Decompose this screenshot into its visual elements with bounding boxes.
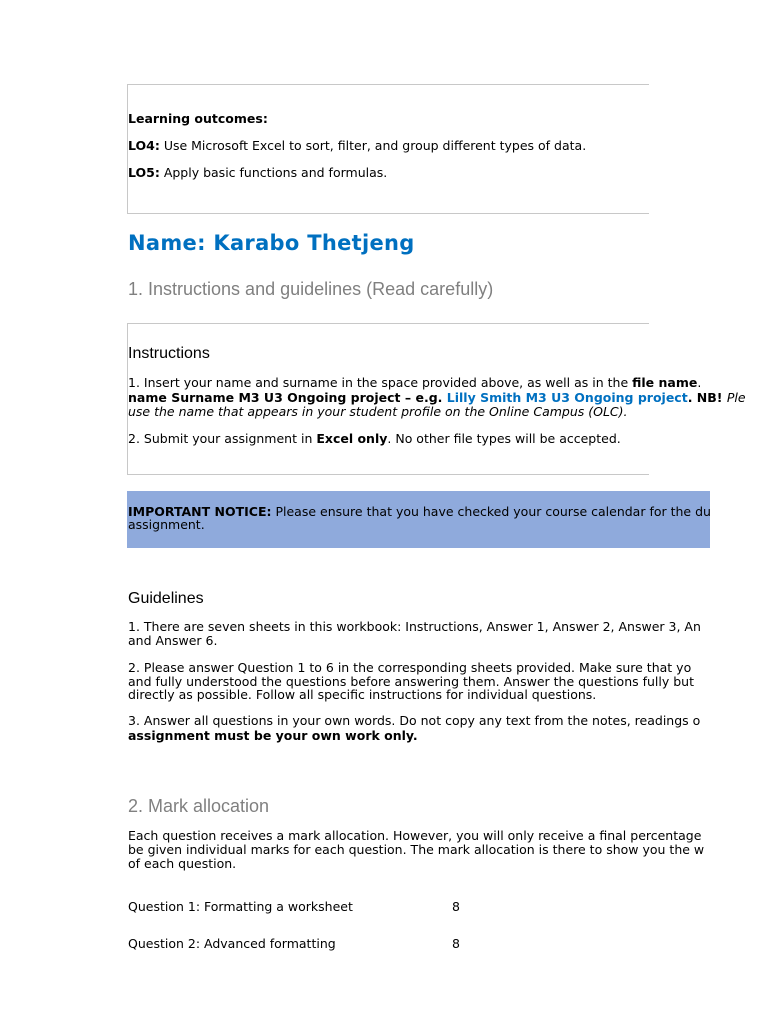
mark-row-question: Question 1: Formatting a worksheet bbox=[128, 899, 353, 914]
guideline-2-line1: 2. Please answer Question 1 to 6 in the corresponding sheets provided. Make sure that yo bbox=[128, 660, 692, 675]
learning-outcomes-heading: Learning outcomes: bbox=[128, 111, 268, 126]
section-2-heading: 2. Mark allocation bbox=[128, 796, 270, 816]
instruction-item-2 bbox=[128, 432, 648, 446]
instruction-text: 1. Insert your name and surname in the space provided above, as well as in the bbox=[128, 375, 633, 390]
excel-only-emphasis: Excel only bbox=[316, 431, 388, 446]
guideline-3-line2: assignment must be your own work only. bbox=[128, 728, 418, 743]
important-notice-line2: assignment. bbox=[128, 517, 205, 532]
lo4-label: LO4: bbox=[128, 138, 160, 153]
section-1-heading: 1. Instructions and guidelines (Read carefully) bbox=[128, 279, 494, 299]
important-notice-line1 bbox=[128, 504, 711, 519]
lo5-text: Apply basic functions and formulas. bbox=[159, 165, 388, 180]
guideline-1-line1: 1. There are seven sheets in this workbook: Instructions, Answer 1, Answer 2, Answer 3, An bbox=[128, 619, 701, 634]
mark-row-value: 8 bbox=[452, 936, 460, 951]
lo4-text: Use Microsoft Excel to sort, filter, and group different types of data. bbox=[159, 138, 587, 153]
instruction-item-1-line2 bbox=[128, 390, 746, 405]
guideline-1-line2: and Answer 6. bbox=[128, 633, 218, 648]
lo5-line bbox=[128, 166, 387, 180]
lo5-label: LO5: bbox=[128, 165, 160, 180]
guideline-3-line1: 3. Answer all questions in your own words. Do not copy any text from the notes, readings o bbox=[128, 713, 701, 728]
lo4-line bbox=[128, 139, 586, 153]
guidelines-heading: Guidelines bbox=[128, 590, 204, 607]
instructions-heading: Instructions bbox=[128, 345, 210, 362]
student-name-title: Name: Karabo Thetjeng bbox=[128, 231, 415, 255]
instruction-text: 2. Submit your assignment in bbox=[128, 431, 317, 446]
important-notice-text: Please ensure that you have checked your course calendar for the du bbox=[271, 504, 711, 519]
instruction-item-1-line3: use the name that appears in your student profile on the Online Campus (OLC). bbox=[128, 404, 628, 419]
guideline-2-line2: and fully understood the questions before answering them. Answer the questions fully but bbox=[128, 674, 695, 689]
file-name-emphasis: file name bbox=[632, 375, 698, 390]
nb-text: Ple bbox=[726, 390, 746, 405]
mark-row-question: Question 2: Advanced formatting bbox=[128, 936, 336, 951]
instruction-item-1-line1 bbox=[128, 375, 702, 390]
file-name-example: Lilly Smith M3 U3 Ongoing project bbox=[446, 390, 688, 405]
mark-intro-line1: Each question receives a mark allocation. However, you will only receive a final percentage bbox=[128, 828, 702, 843]
instruction-text: . No other file types will be accepted. bbox=[387, 431, 621, 446]
mark-intro-line2: be given individual marks for each question. The mark allocation is there to show you the w bbox=[128, 842, 705, 857]
nb-label: . NB! bbox=[687, 390, 727, 405]
important-notice-label: IMPORTANT NOTICE: bbox=[128, 504, 272, 519]
mark-row-value: 8 bbox=[452, 899, 460, 914]
guideline-2-line3: directly as possible. Follow all specific instructions for individual questions. bbox=[128, 687, 597, 702]
mark-intro-line3: of each question. bbox=[128, 856, 237, 871]
instruction-text: . bbox=[697, 375, 702, 390]
important-notice-banner bbox=[127, 491, 710, 548]
file-name-format: name Surname M3 U3 Ongoing project – e.g. bbox=[128, 390, 447, 405]
